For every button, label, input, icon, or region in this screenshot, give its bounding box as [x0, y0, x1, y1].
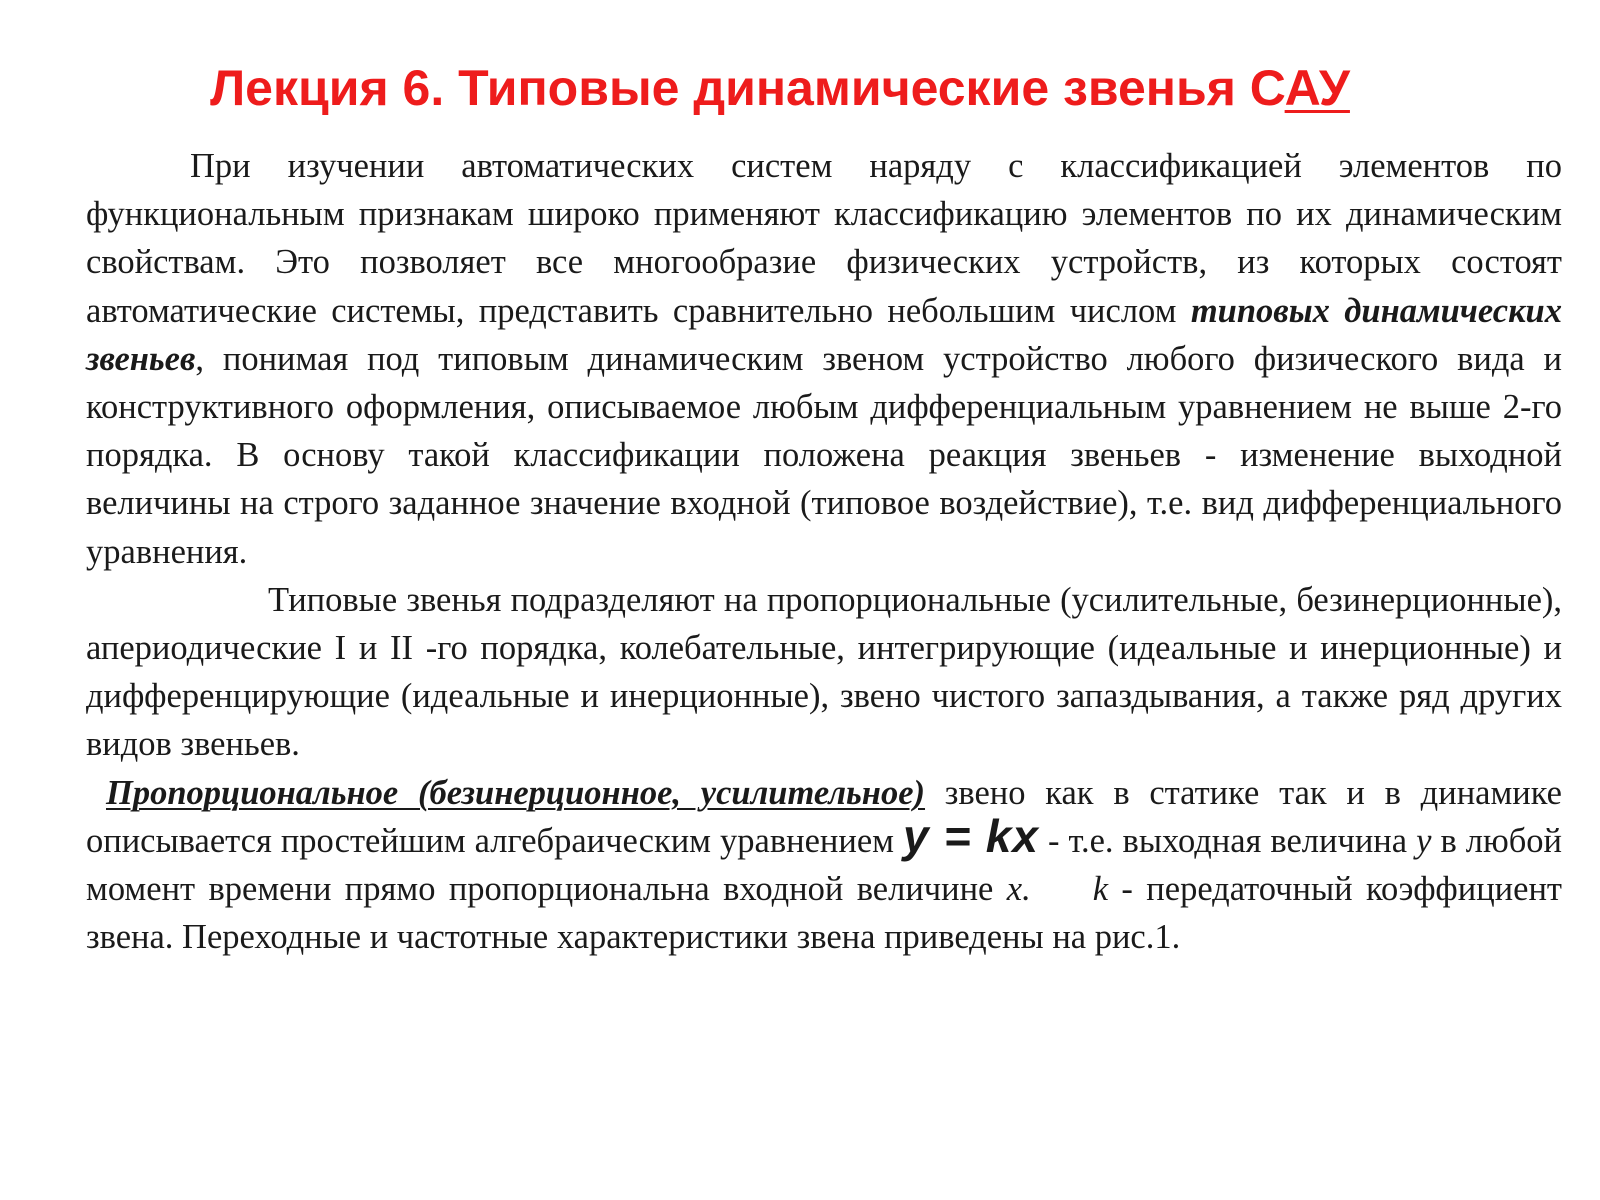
formula-y-equals-kx: y = kx — [902, 809, 1039, 862]
paragraph-intro — [86, 142, 1562, 576]
slide-body — [86, 142, 1562, 961]
slide-title-underlined: АУ — [1284, 60, 1350, 116]
variable-x: x. — [1006, 870, 1031, 909]
paragraph-proportional-text-d: - передаточный коэффициент звена. Переходные и частотные характеристики звена приведены на рис.1. — [86, 870, 1562, 957]
paragraph-proportional-text-b: - т.е. выходная величина — [1038, 821, 1417, 860]
paragraph-link-types-text: Типовые звенья подразделяют на пропорциональные (усилительные, безинерционные), апериодические I и II -го порядка, колебательные, интегрирующие (идеальные и инерционные) и дифференцирующие (идеальные и инерционные), звено чистого запаздывания, а также ряд других видов звеньев. — [86, 580, 1562, 764]
paragraph-intro-text-a: При изучении автоматических систем наряду с классификацией элементов по функциональным признакам широко применяют классификацию элементов по их динамическим свойствам. Это позволяет все многообразие физических устройств, из которых состоят автоматические системы, представить сравнительно небольшим числом — [86, 147, 1562, 330]
paragraph-proportional-text-c: в любой момент времени прямо пропорциональна входной величине — [86, 821, 1562, 909]
paragraph-intro-text-b: , понимая под типовым динамическим звеном устройство любого физического вида и конструктивного оформления, описываемое любым дифференциальным уравнением не выше 2-го порядка. В основу такой классификации положена реакция звеньев - изменение выходной величины на строго заданное значение входной (типовое воздействие), т.е. вид дифференциального уравнения. — [86, 339, 1562, 571]
variable-y: y — [1416, 821, 1432, 860]
paragraph-proportional-text-a: звено как в статике так и в динамике описывается простейшим алгебраическим уравнением — [86, 773, 1562, 860]
proportional-link-heading: Пропорциональное (безинерционное, усилительное) — [106, 773, 926, 812]
typical-links-emphasis: типовых динамических звеньев — [86, 291, 1562, 378]
variable-k: k — [1092, 870, 1109, 909]
slide-title-main: Лекция 6. Типовые динамические звенья С — [210, 60, 1285, 116]
paragraph-link-types — [86, 576, 1562, 769]
slide-title — [0, 58, 1560, 118]
paragraph-proportional — [86, 769, 1562, 962]
